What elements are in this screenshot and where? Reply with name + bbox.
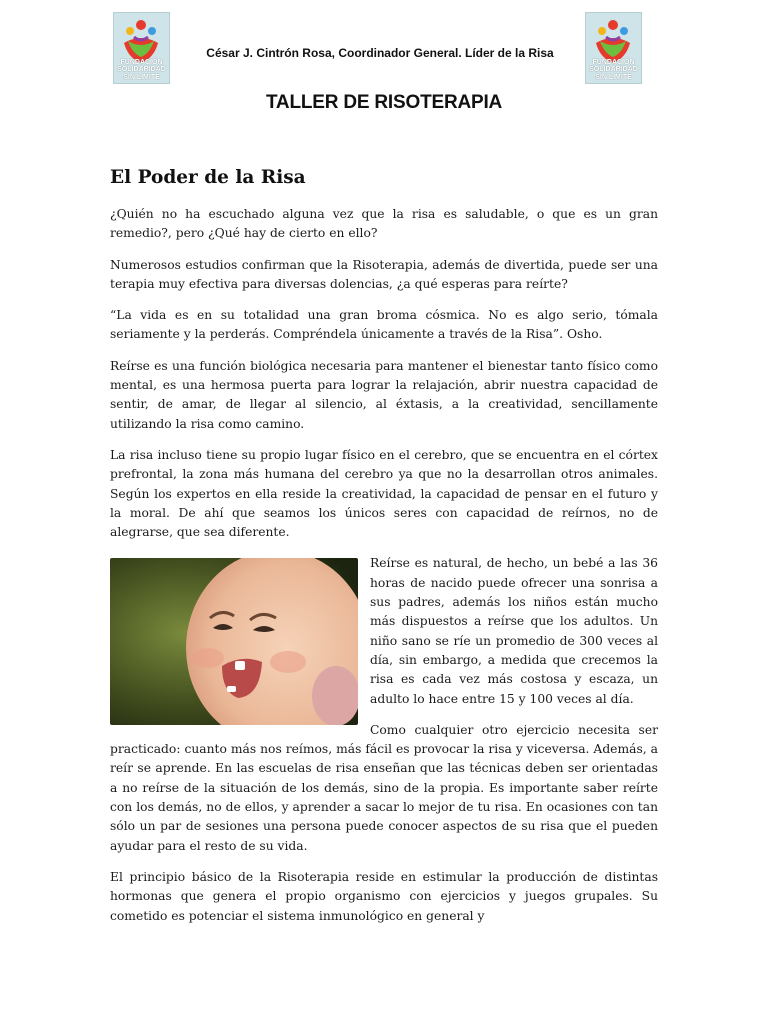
paragraph-5: La risa incluso tiene su propio lugar físico en el cerebro, que se encuentra en el córtex prefrontal, la zona más humana del cerebro ya que no la desarrollan otros animales. Según los expertos en ella reside la creatividad, la capacidad de pensar en el futuro y la moral. De ahí que seamos los únicos seres con capacidad de reírnos, no de alegrarse, que sea diferente. — [110, 447, 658, 540]
paragraph-7: Como cualquier otro ejercicio necesita ser practicado: cuanto más nos reímos, más fácil es provocar la risa y viceversa. Además, a reír se aprende. En las escuelas de risa enseñan que las técnicas deben ser orientadas a no reírse de la situación de los demás, sino de la propia. Es importante saber reírte con los demás, no de ellos, y aprender a sacar lo mejor de tu risa. En ocasiones con tan sólo un par de sesiones una persona puede conocer aspectos de su risa que el pueden ayudar para el resto de su vida. — [110, 722, 658, 853]
paragraph-3: “La vida es en su totalidad una gran broma cósmica. No es algo serio, tómala seriamente y la perderás. Compréndela únicamente a través de la Risa”. Osho. — [110, 308, 658, 342]
paragraph-2: Numerosos estudios confirman que la Risoterapia, además de divertida, puede ser una terapia muy efectiva para diversas dolencias, ¿a qué esperas para reírte? — [110, 257, 658, 291]
logo-left-text: FUNDACIÓN SOLIDARIDAD SIN LIMITE — [117, 58, 166, 81]
paragraph-1: ¿Quién no ha escuchado alguna vez que la risa es saludable, o que es un gran remedio?, pero ¿Qué hay de cierto en ello? — [110, 207, 658, 241]
baby-photo — [110, 558, 358, 725]
logo-right — [585, 12, 642, 84]
logo-right-text: FUNDACIÓN SOLIDARIDAD SIN LIMITE — [589, 58, 638, 81]
paragraph-8: El principio básico de la Risoterapia reside en estimular la producción de distintas hormonas que genera el propio organismo con ejercicios y juegos grupales. Su cometido es potenciar el sistema inmunológico en general y — [110, 869, 658, 923]
paragraph-6: Reírse es natural, de hecho, un bebé a las 36 horas de nacido puede ofrecer una sonrisa a sus padres, además los niños están mucho más dispuestos a reírse que los adultos. Un niño sano se ríe un promedio de 300 veces al día, sin embargo, a medida que crecemos la risa es cada vez más costosa y escaza, un adulto lo hace entre 15 y 100 veces al día. — [370, 556, 658, 706]
section-title: El Poder de la Risa — [110, 167, 306, 188]
laughing-baby-photo-icon — [110, 558, 358, 725]
paragraph-4: Reírse es una función biológica necesaria para mantener el bienestar tanto físico como mental, es una hermosa puerta para lograr la relajación, abrir nuestra capacidad de sentir, de amar, de llegar al silencio, al éxtasis, a la creatividad, sencillamente utilizando la risa como camino. — [110, 358, 658, 431]
document-title: TALLER DE RISOTERAPIA — [265, 92, 503, 113]
logo-left — [113, 12, 170, 84]
article-body — [110, 205, 658, 938]
author-line: César J. Cintrón Rosa, Coordinador General. Líder de la Risa — [206, 46, 554, 60]
